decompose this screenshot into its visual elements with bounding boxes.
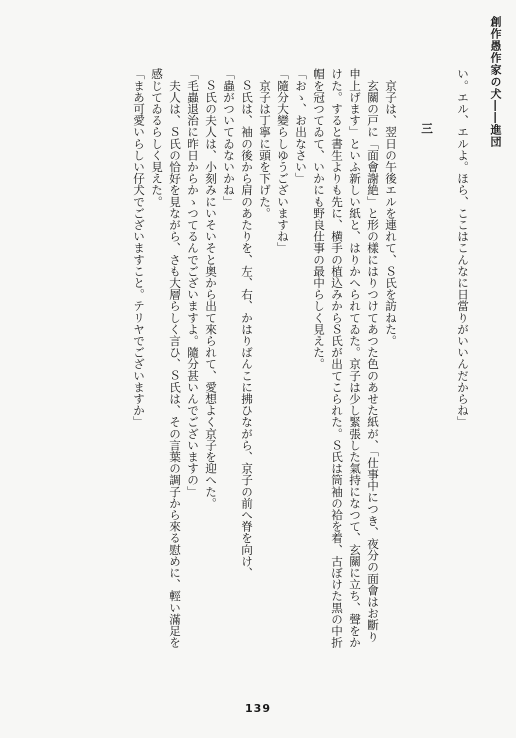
text-line: 申上げます」といふ新しい紙と、はりかへられてゐた。京子は少し緊張した氣持になつて、玄關に立ち、聲をか	[348, 68, 362, 648]
text-line: 感じてゐるらしく見えた。	[150, 68, 164, 208]
text-line: 玄關の戸に「面會謝絶」と形の樣にはりつけてあつた色のあせた紙が、「仕事中につき、夜分の面會はお斷り	[366, 68, 380, 643]
text-line: 「蟲がついてゐないかね」	[222, 68, 236, 208]
text-line: 「隨分大變らしゆうございますね」	[276, 68, 290, 254]
text-line: けた。すると書生よりも先に、横手の植込みからＳ氏が出てこられた。Ｓ氏は筒袖の袷を着、古ぼけた黒の中折	[330, 68, 344, 648]
text-line	[436, 68, 454, 672]
body-text	[40, 68, 472, 672]
text-line: 「まあ可愛いらしい仔犬でございますこと。テリヤでございますか」	[132, 68, 146, 428]
running-head: 創作愚作家の犬――進団	[489, 16, 502, 148]
text-line: 「おゝ、お出なさい」	[294, 68, 308, 184]
text-line: 京子は丁寧に頭を下げた。	[258, 68, 272, 219]
text-line: い。エル、エルよ。ほら、ここはこんなに日當りがいいんだからね」	[456, 68, 470, 428]
section-heading: 三	[420, 68, 434, 136]
text-line: 帽を冠つてゐて、いかにも野良仕事の最中らしく見えた。	[312, 68, 326, 370]
page-number: 139	[245, 702, 271, 715]
text-line: 夫人は、Ｓ氏の恰好を見ながら、さも大層らしく言ひ、Ｓ氏は、その言葉の調子から來る慰めに、輕い滿足を	[168, 68, 182, 648]
text-line: Ｓ氏の夫人は、小刻みにいそいそと奥から出て來られて、愛想よく京子を迎へた。	[204, 68, 218, 509]
text-line: Ｓ氏は、袖の後から肩のあたりを、左、右、かはりばんこに拂ひながら、京子の前へ脊を向け、	[240, 68, 254, 579]
text-line: 京子は、翌日の午後エルを連れて、Ｓ氏を訪ねた。	[384, 68, 398, 347]
text-line: 「毛蟲退治に昨日からかゝつてるんでございますよ。隨分甚いんでございますの」	[186, 68, 200, 498]
text-line	[400, 68, 418, 672]
